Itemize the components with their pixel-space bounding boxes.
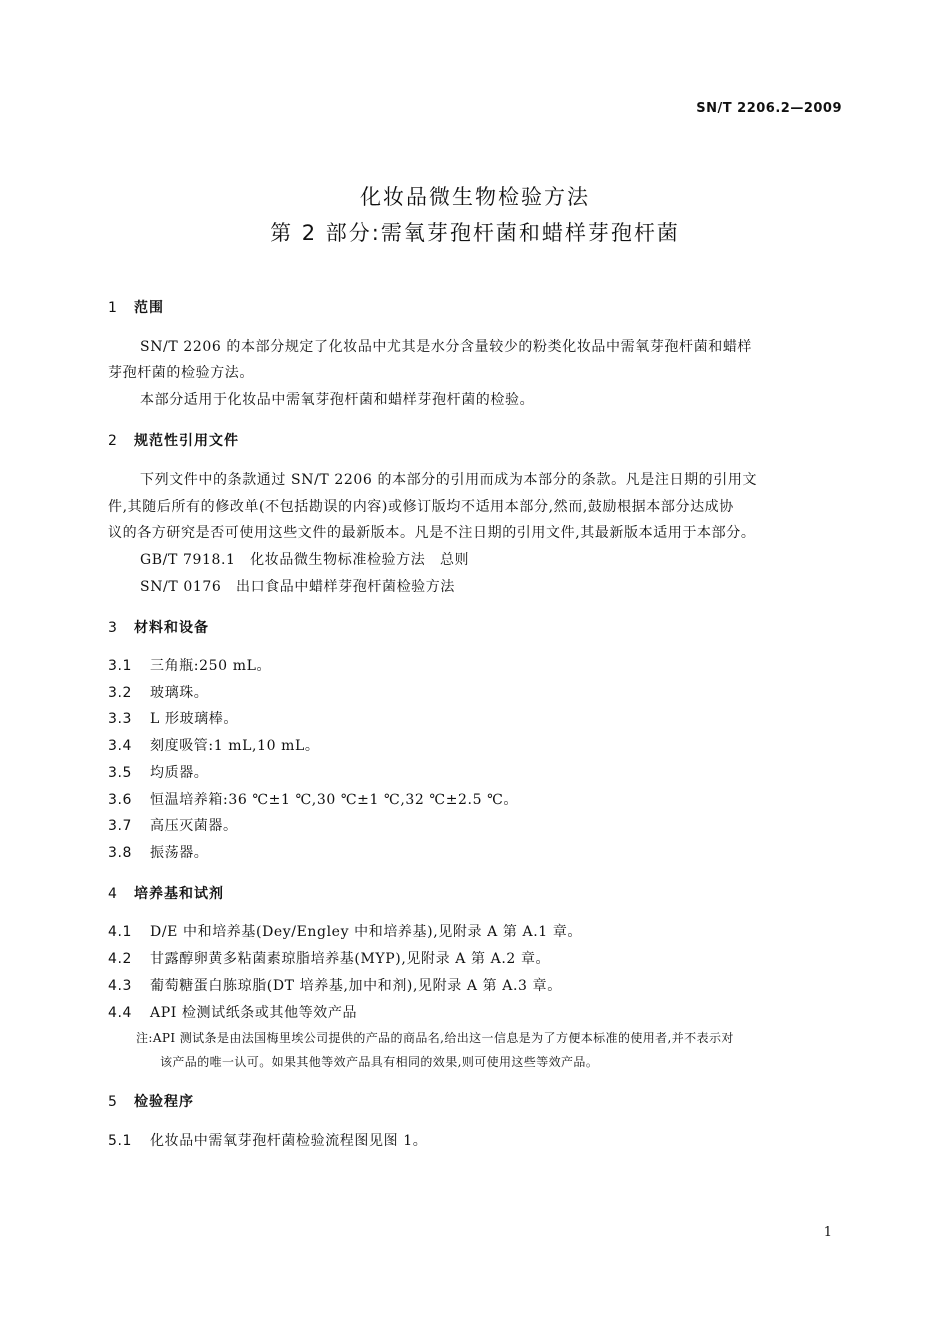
- list-item: 3.8 振荡器。: [108, 845, 209, 861]
- section-4-heading: [108, 883, 224, 903]
- section-4-title: 培养基和试剂: [134, 886, 224, 902]
- section-2-paragraph-line-2: 件,其随后所有的修改单(不包括勘误的内容)或修订版均不适用本部分,然而,鼓励根据本部分达成协: [108, 499, 734, 515]
- list-item: 3.2 玻璃珠。: [108, 685, 209, 701]
- section-5-number: 5: [108, 1094, 118, 1110]
- list-item: 3.7 高压灭菌器。: [108, 818, 238, 834]
- list-item: 4.3 葡萄糖蛋白胨琼脂(DT 培养基,加中和剂),见附录 A 第 A.3 章。: [108, 978, 562, 994]
- page-number: 1: [823, 1225, 832, 1240]
- section-1-title: 范围: [134, 300, 164, 316]
- section-1-paragraph-1-line-2: 芽孢杆菌的检验方法。: [108, 365, 254, 381]
- section-1-paragraph-1-line-1: SN/T 2206 的本部分规定了化妆品中尤其是水分含量较少的粉类化妆品中需氧芽孢杆菌和蜡样: [140, 339, 753, 355]
- section-2-title: 规范性引用文件: [134, 433, 239, 449]
- list-item: 4.4 API 检测试纸条或其他等效产品: [108, 1005, 358, 1021]
- list-item: 3.3 L 形玻璃棒。: [108, 711, 238, 727]
- section-1-number: 1: [108, 300, 118, 316]
- list-item: 4.2 甘露醇卵黄多粘菌素琼脂培养基(MYP),见附录 A 第 A.2 章。: [108, 951, 551, 967]
- section-2-heading: [108, 430, 239, 450]
- note-line-2: 该产品的唯一认可。如果其他等效产品具有相同的效果,则可使用这些等效产品。: [160, 1055, 599, 1069]
- list-item: 3.1 三角瓶:250 mL。: [108, 658, 272, 674]
- section-5-title: 检验程序: [134, 1094, 194, 1110]
- section-4-number: 4: [108, 886, 118, 902]
- list-item: 3.4 刻度吸管:1 mL,10 mL。: [108, 738, 320, 754]
- normative-reference-2: SN/T 0176 出口食品中蜡样芽孢杆菌检验方法: [140, 579, 455, 595]
- section-3-title: 材料和设备: [134, 620, 209, 636]
- normative-reference-1: GB/T 7918.1 化妆品微生物标准检验方法 总则: [140, 552, 470, 568]
- document-title-line1: 化妆品微生物检验方法: [360, 185, 590, 209]
- section-2-number: 2: [108, 433, 118, 449]
- note-line-1: 注:API 测试条是由法国梅里埃公司提供的产品的商品名,给出这一信息是为了方便本标准的使用者,并不表示对: [136, 1031, 734, 1045]
- section-1-heading: [108, 297, 164, 317]
- section-2-paragraph-line-3: 议的各方研究是否可使用这些文件的最新版本。凡是不注日期的引用文件,其最新版本适用于本部分。: [108, 525, 756, 541]
- standard-number: SN/T 2206.2—2009: [696, 101, 842, 116]
- section-3-heading: [108, 617, 209, 637]
- section-5-heading: [108, 1091, 194, 1111]
- list-item: 3.5 均质器。: [108, 765, 209, 781]
- document-title-line2: 第 2 部分:需氧芽孢杆菌和蜡样芽孢杆菌: [270, 221, 680, 245]
- list-item: 3.6 恒温培养箱:36 ℃±1 ℃,30 ℃±1 ℃,32 ℃±2.5 ℃。: [108, 792, 518, 808]
- section-2-paragraph-line-1: 下列文件中的条款通过 SN/T 2206 的本部分的引用而成为本部分的条款。凡是注日期的引用文: [140, 472, 758, 488]
- list-item: 5.1 化妆品中需氧芽孢杆菌检验流程图见图 1。: [108, 1133, 428, 1149]
- list-item: 4.1 D/E 中和培养基(Dey/Engley 中和培养基),见附录 A 第 A.1 章。: [108, 924, 583, 940]
- section-3-number: 3: [108, 620, 118, 636]
- section-1-paragraph-2: 本部分适用于化妆品中需氧芽孢杆菌和蜡样芽孢杆菌的检验。: [140, 392, 535, 408]
